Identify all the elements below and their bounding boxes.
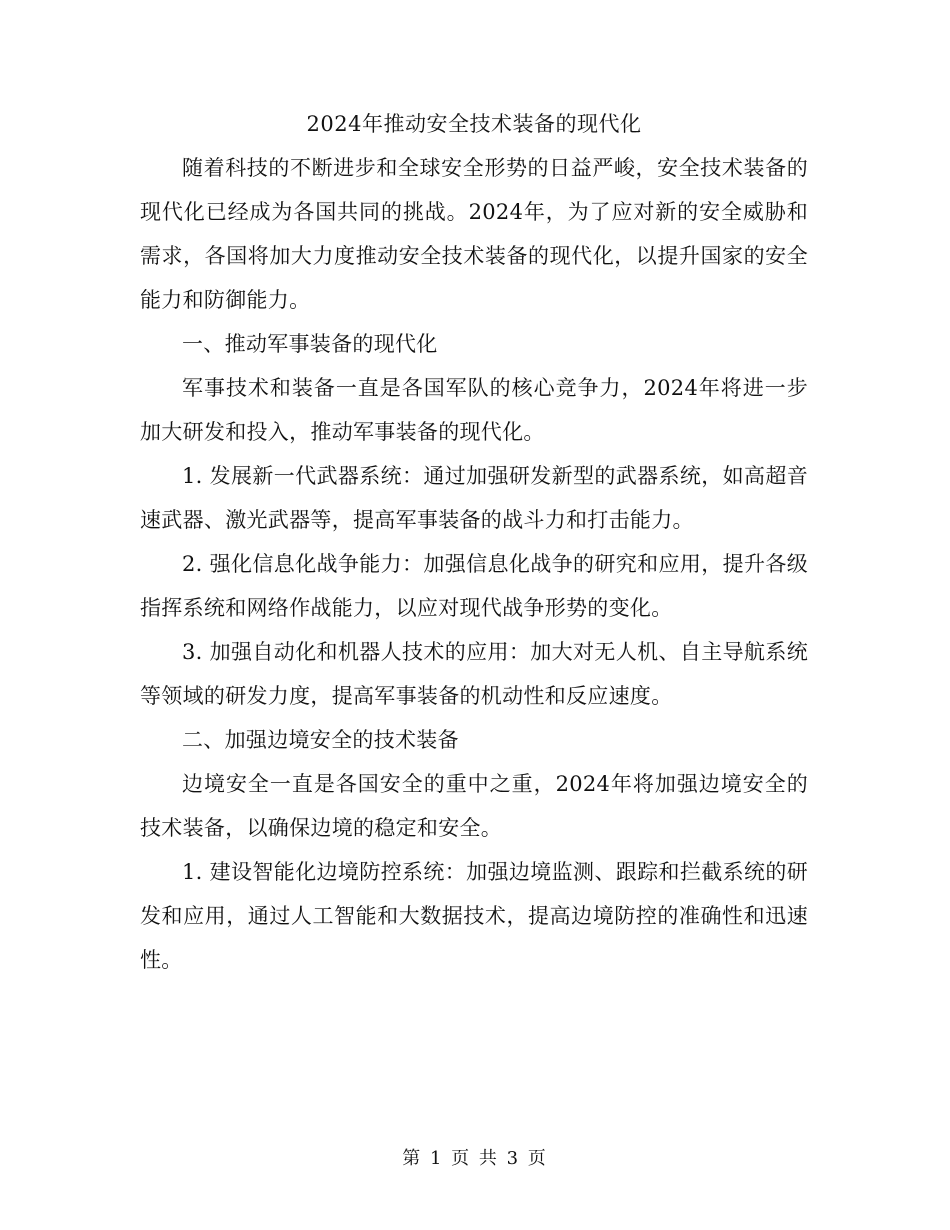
intro-paragraph: 随着科技的不断进步和全球安全形势的日益严峻，安全技术装备的现代化已经成为各国共同的挑战。2024年，为了应对新的安全威胁和需求，各国将加大力度推动安全技术装备的现代化，以提升国家的安全能力和防御能力。 [140, 156, 808, 312]
list-item-information-warfare: 2. 强化信息化战争能力：加强信息化战争的研究和应用，提升各级指挥系统和网络作战能力，以应对现代战争形势的变化。 [140, 552, 808, 620]
paragraph-military-intro: 军事技术和装备一直是各国军队的核心竞争力，2024年将进一步加大研发和投入，推动军事装备的现代化。 [140, 376, 808, 444]
list-item-weapons: 1. 发展新一代武器系统：通过加强研发新型的武器系统，如高超音速武器、激光武器等，提高军事装备的战斗力和打击能力。 [140, 464, 808, 532]
list-item-automation: 3. 加强自动化和机器人技术的应用：加大对无人机、自主导航系统等领域的研发力度，提高军事装备的机动性和反应速度。 [140, 640, 808, 708]
document-title: 2024年推动安全技术装备的现代化 [306, 112, 642, 136]
list-item-border-system: 1. 建设智能化边境防控系统：加强边境监测、跟踪和拦截系统的研发和应用，通过人工智能和大数据技术，提高边境防控的准确性和迅速性。 [140, 860, 808, 972]
document-body [140, 102, 808, 982]
paragraph-border-intro: 边境安全一直是各国安全的重中之重，2024年将加强边境安全的技术装备，以确保边境的稳定和安全。 [140, 772, 808, 840]
section-heading-border: 二、加强边境安全的技术装备 [182, 728, 459, 752]
page-number-footer: 第 1 页 共 3 页 [402, 1148, 548, 1169]
section-heading-military: 一、推动军事装备的现代化 [182, 332, 438, 356]
